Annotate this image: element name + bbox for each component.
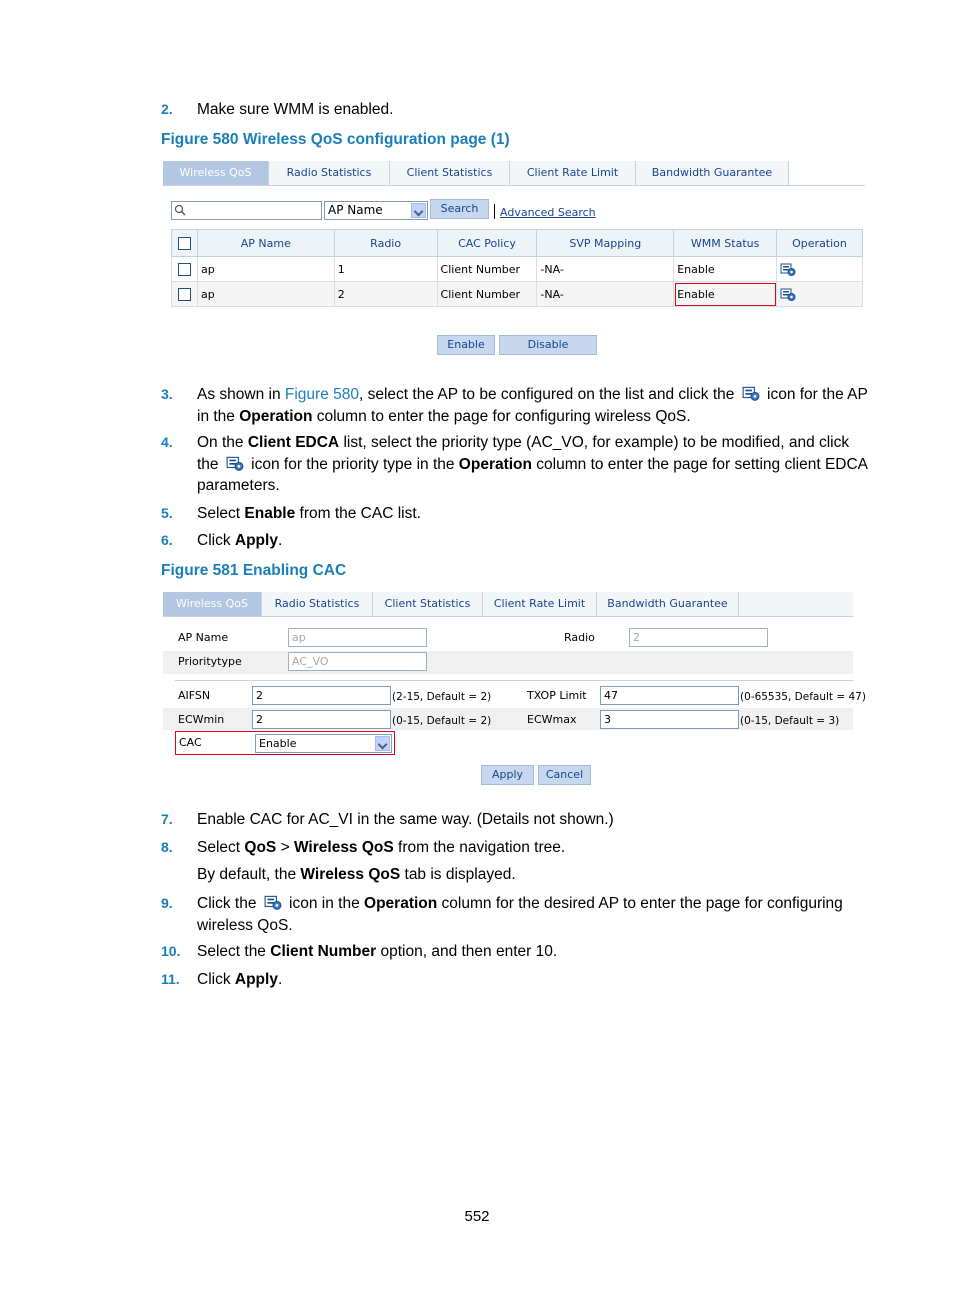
aifsn-label: AIFSN [178,689,211,702]
separator [494,204,495,219]
page-number: 552 [464,1208,490,1225]
txop-limit-input[interactable]: 47 [600,686,739,705]
search-icon [174,204,186,216]
cell-svp-mapping: -NA- [537,257,674,282]
operation-icon [263,893,283,911]
step-7: 7. Enable CAC for AC_VI in the same way. (Details not shown.) [161,811,614,828]
aifsn-hint: (2-15, Default = 2) [392,691,492,703]
cell-radio: 1 [334,257,437,282]
cell-ap-name: ap [197,282,334,307]
column-header-cac-policy[interactable]: CAC Policy [437,230,537,257]
operation-icon [225,454,245,472]
column-header-svp-mapping[interactable]: SVP Mapping [537,230,674,257]
tab-bar [163,592,853,617]
step-8: 8. Select QoS > Wireless QoS from the navigation tree. [161,839,566,856]
step-4: 4. On the Client EDCA list, select the priority type (AC_VO, for example) to be modified, and click the icon for the priority type in the Operation column to enter the page for setting client EDCA parameters. [161,434,868,494]
tab-wireless-qos[interactable]: Wireless QoS [163,592,262,616]
search-input[interactable] [171,201,322,220]
column-header-ap-name[interactable]: AP Name [197,230,334,257]
tab-client-statistics[interactable]: Client Statistics [373,592,483,616]
row-checkbox[interactable] [178,288,191,301]
cell-wmm-status: Enable [674,257,777,282]
ecwmin-input[interactable]: 2 [252,710,391,729]
disable-button[interactable]: Disable [499,335,597,355]
cac-label: CAC [179,736,202,749]
column-header-operation: Operation [777,230,863,257]
tab-bandwidth-guarantee[interactable]: Bandwidth Guarantee [636,161,789,185]
tab-client-rate-limit[interactable]: Client Rate Limit [483,592,597,616]
apply-button[interactable]: Apply [481,765,534,785]
txop-limit-label: TXOP Limit [527,689,587,702]
search-button[interactable]: Search [430,199,489,219]
figure-581-title: Figure 581 Enabling CAC [161,562,347,579]
step-5: 5. Select Enable from the CAC list. [161,505,421,522]
step-6: 6. Click Apply. [161,532,283,549]
figure-580-title: Figure 580 Wireless QoS configuration page (1) [161,131,510,148]
operation-icon[interactable] [780,261,796,277]
cancel-button[interactable]: Cancel [538,765,591,785]
tab-wireless-qos[interactable]: Wireless QoS [163,161,269,185]
radio-label: Radio [564,631,595,644]
ecwmax-label: ECWmax [527,713,577,726]
chevron-down-icon [411,203,426,218]
step-8-note: By default, the Wireless QoS tab is displayed. [197,866,516,883]
step-2: 2. Make sure WMM is enabled. [161,101,394,118]
ecwmin-hint: (0-15, Default = 2) [392,715,492,727]
tab-bar [163,161,865,186]
cell-svp-mapping: -NA- [537,282,674,307]
priority-type-label: Prioritytype [178,655,242,668]
cell-radio: 2 [334,282,437,307]
cell-wmm-status: Enable [674,282,777,307]
figure-580-link[interactable]: Figure 580 [284,386,359,403]
column-header-wmm-status[interactable]: WMM Status [674,230,777,257]
txop-limit-hint: (0-65535, Default = 47) [740,691,866,703]
ecwmin-label: ECWmin [178,713,225,726]
step-3: 3. As shown in Figure 580, select the AP to be configured on the list and click the icon for the AP in the Operation column to enter the page for configuring wireless QoS. [161,386,868,425]
tab-client-statistics[interactable]: Client Statistics [390,161,510,185]
priority-type-field: AC_VO [288,652,427,671]
tab-radio-statistics[interactable]: Radio Statistics [262,592,373,616]
ecwmax-hint: (0-15, Default = 3) [740,715,840,727]
ap-table [171,229,863,307]
advanced-search-link[interactable]: Advanced Search [500,206,596,219]
tab-client-rate-limit[interactable]: Client Rate Limit [510,161,636,185]
filter-select[interactable]: AP Name [324,201,428,220]
table-row [172,257,863,282]
step-10: 10. Select the Client Number option, and then enter 10. [161,943,558,960]
table-row [172,282,863,307]
tab-radio-statistics[interactable]: Radio Statistics [269,161,390,185]
enable-button[interactable]: Enable [437,335,495,355]
step-9: 9. Click the icon in the Operation column for the desired AP to enter the page for configuring wireless QoS. [161,895,843,934]
cell-ap-name: ap [197,257,334,282]
ap-name-label: AP Name [178,631,229,644]
column-header-radio[interactable]: Radio [334,230,437,257]
select-all-checkbox[interactable] [178,237,191,250]
step-11: 11. Click Apply. [161,971,283,988]
row-checkbox[interactable] [178,263,191,276]
radio-field: 2 [629,628,768,647]
cac-select[interactable]: Enable [255,734,392,753]
cell-cac-policy: Client Number [437,257,537,282]
select-all-cell [172,230,198,257]
divider [175,680,853,681]
operation-icon[interactable] [780,286,796,302]
aifsn-input[interactable]: 2 [252,686,391,705]
cell-cac-policy: Client Number [437,282,537,307]
tab-bandwidth-guarantee[interactable]: Bandwidth Guarantee [597,592,739,616]
operation-icon [741,384,761,402]
ecwmax-input[interactable]: 3 [600,710,739,729]
ap-name-field: ap [288,628,427,647]
chevron-down-icon [375,736,390,751]
